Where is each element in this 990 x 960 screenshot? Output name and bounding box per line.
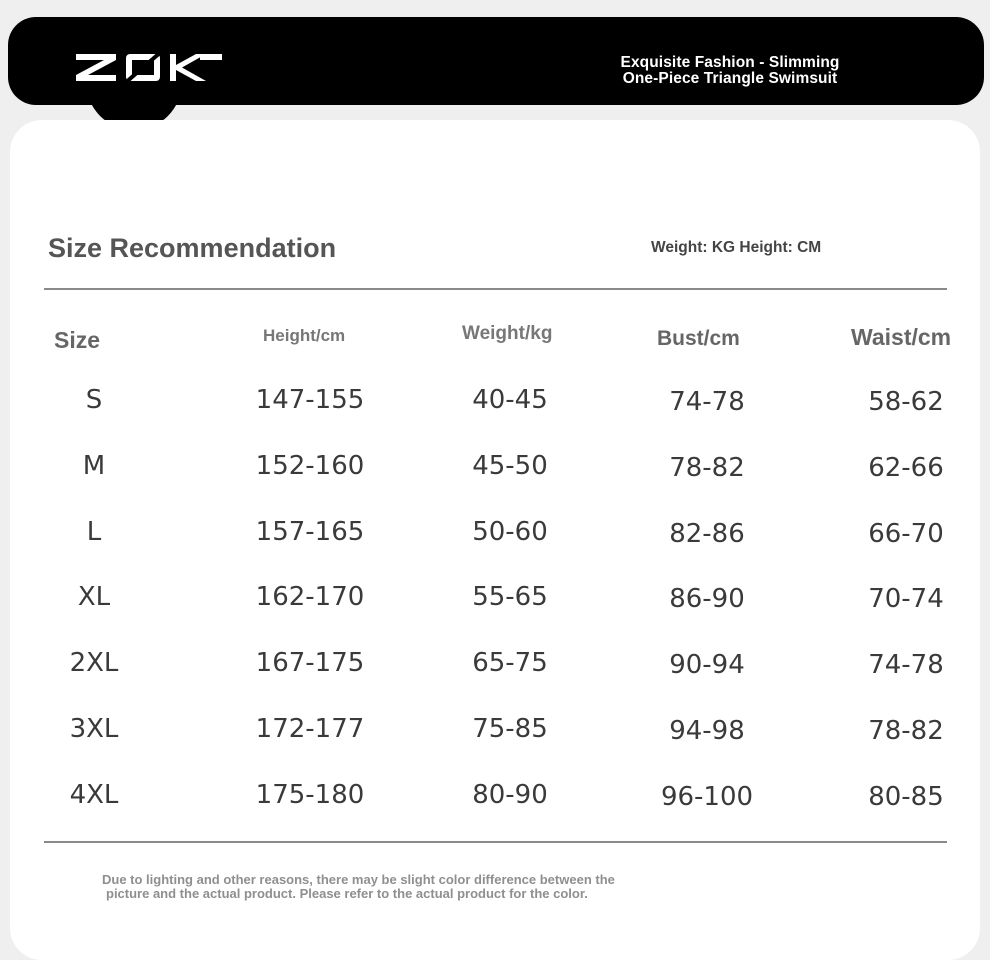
units-note: Weight: KG Height: CM <box>651 239 822 256</box>
cell-size: 3XL <box>69 714 119 744</box>
product-title-line2: One-Piece Triangle Swimsuit <box>622 70 838 87</box>
header-weight: Weight/kg <box>462 323 553 344</box>
disclaimer-line2: picture and the actual product. Please refer to the actual product for the color. <box>106 886 588 901</box>
brand-logo <box>74 44 224 84</box>
cell-waist: 66-70 <box>868 519 944 549</box>
cell-weight: 45-50 <box>472 451 548 481</box>
top-divider <box>44 288 947 290</box>
cell-waist: 62-66 <box>868 453 944 483</box>
disclaimer <box>102 873 615 901</box>
cell-size: S <box>85 385 103 415</box>
cell-size: L <box>86 517 102 547</box>
cell-waist: 74-78 <box>868 650 944 680</box>
cell-weight: 40-45 <box>472 385 548 415</box>
cell-height: 175-180 <box>255 780 365 810</box>
cell-size: 4XL <box>69 780 119 810</box>
cell-height: 162-170 <box>255 582 365 612</box>
cell-waist: 70-74 <box>868 584 944 614</box>
header-height: Height/cm <box>263 326 346 345</box>
cell-waist: 80-85 <box>868 782 944 812</box>
cell-bust: 94-98 <box>669 716 745 746</box>
cell-bust: 96-100 <box>660 782 754 812</box>
cell-weight: 80-90 <box>472 780 548 810</box>
cell-height: 157-165 <box>255 517 365 547</box>
cell-waist: 58-62 <box>868 387 944 417</box>
header-size: Size <box>54 327 101 353</box>
disclaimer-line1: Due to lighting and other reasons, there may be slight color difference between the <box>102 872 615 887</box>
cell-height: 147-155 <box>255 385 365 415</box>
cell-size: M <box>82 451 106 481</box>
cell-bust: 74-78 <box>669 387 745 417</box>
header-waist: Waist/cm <box>851 324 952 350</box>
header-bust: Bust/cm <box>657 327 740 350</box>
bottom-divider <box>44 841 947 843</box>
cell-bust: 90-94 <box>669 650 745 680</box>
cell-height: 172-177 <box>255 714 365 744</box>
product-title-line1: Exquisite Fashion - Slimming <box>620 54 840 71</box>
cell-weight: 75-85 <box>472 714 548 744</box>
cell-size: 2XL <box>69 648 119 678</box>
cell-height: 167-175 <box>255 648 365 678</box>
cell-bust: 86-90 <box>669 584 745 614</box>
product-title <box>580 55 880 87</box>
cell-bust: 82-86 <box>669 519 745 549</box>
cell-waist: 78-82 <box>868 716 944 746</box>
section-title: Size Recommendation <box>48 233 337 263</box>
cell-height: 152-160 <box>255 451 365 481</box>
cell-weight: 65-75 <box>472 648 548 678</box>
cell-weight: 55-65 <box>472 582 548 612</box>
cell-size: XL <box>77 582 111 612</box>
cell-bust: 78-82 <box>669 453 745 483</box>
cell-weight: 50-60 <box>472 517 548 547</box>
